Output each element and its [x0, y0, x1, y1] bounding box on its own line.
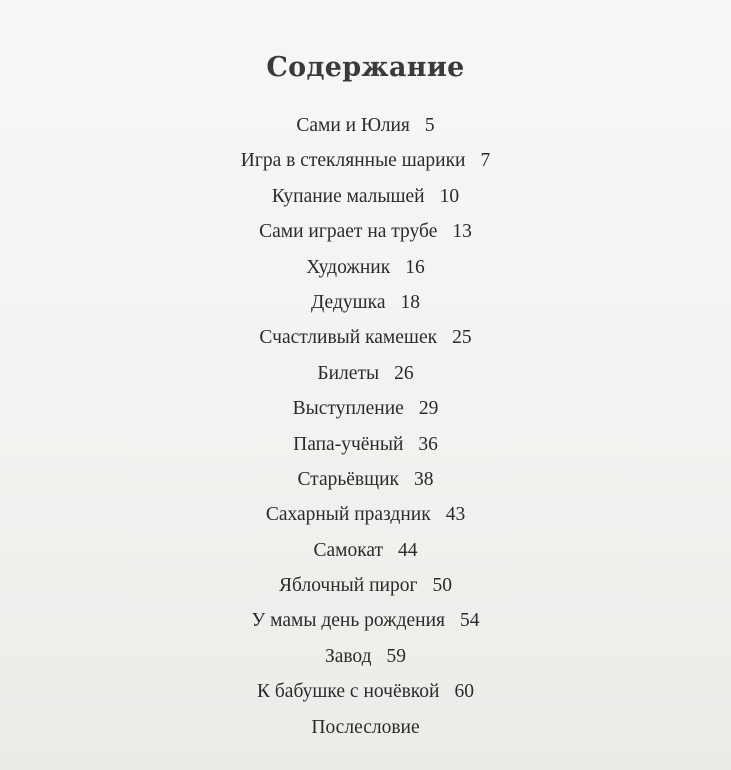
- toc-entry-page: 13: [452, 221, 472, 243]
- toc-entry-page: 26: [394, 362, 414, 384]
- toc-entry-title: Игра в стеклянные шарики: [240, 150, 466, 172]
- toc-entry-page: 5: [424, 115, 435, 136]
- toc-entry: [0, 356, 731, 391]
- toc-entry-title: Билеты: [317, 362, 380, 384]
- toc-entry: [0, 639, 731, 674]
- toc-entry-title: Выступление: [292, 398, 404, 420]
- toc-entry: [0, 108, 731, 143]
- toc-entry: [0, 462, 731, 497]
- toc-entry-page: 16: [405, 256, 425, 278]
- toc-entry: [0, 285, 731, 320]
- toc-entry-page: 43: [445, 504, 466, 526]
- toc-entry: [0, 320, 731, 355]
- toc-entry: [0, 179, 731, 214]
- toc-entry-page: 36: [418, 433, 438, 455]
- toc-entry: [0, 710, 731, 745]
- toc-entry: [0, 497, 731, 532]
- toc-entry-title: Завод: [324, 645, 372, 667]
- toc-entry-title: У мамы день рождения: [251, 610, 446, 632]
- toc-entry-title: Купание малышей: [271, 185, 425, 207]
- toc-entry: [0, 674, 731, 709]
- toc-entry: [0, 391, 731, 426]
- table-of-contents: [0, 108, 731, 745]
- toc-entry-title: Счастливый камешек: [259, 327, 438, 349]
- toc-entry-title: Сахарный праздник: [265, 504, 431, 526]
- toc-entry-title: Художник: [306, 256, 391, 278]
- toc-entry-page: 44: [398, 539, 418, 561]
- toc-entry-title: Яблочный пирог: [279, 575, 418, 597]
- toc-entry: [0, 214, 731, 249]
- toc-entry-page: 18: [400, 291, 420, 313]
- toc-entry-title: Сами и Юлия: [296, 115, 410, 136]
- toc-entry-page: 59: [386, 645, 407, 667]
- toc-entry: [0, 250, 731, 285]
- toc-entry-title: Старьёвщик: [297, 468, 400, 490]
- toc-entry-page: 38: [414, 468, 434, 490]
- toc-entry-title: Послесловие: [311, 716, 420, 738]
- toc-entry-page: 7: [480, 150, 491, 172]
- toc-entry-title: К бабушке с ночёвкой: [257, 681, 440, 703]
- toc-entry-title: Сами играет на трубе: [259, 221, 438, 243]
- toc-entry-page: 50: [432, 575, 452, 597]
- toc-entry: [0, 427, 731, 462]
- toc-entry: [0, 143, 731, 178]
- toc-entry-page: 60: [454, 681, 474, 703]
- toc-entry: [0, 603, 731, 638]
- toc-entry-title: Дедушка: [311, 291, 386, 313]
- toc-entry: [0, 533, 731, 568]
- toc-entry-page: 25: [452, 327, 472, 349]
- toc-entry-title: Папа-учёный: [293, 433, 404, 455]
- page-title: Содержание: [266, 52, 465, 84]
- toc-entry-page: 54: [460, 610, 480, 632]
- toc-entry-page: 29: [418, 398, 439, 420]
- toc-entry-title: Самокат: [313, 539, 384, 561]
- toc-entry: [0, 568, 731, 603]
- toc-entry-page: 10: [439, 185, 460, 207]
